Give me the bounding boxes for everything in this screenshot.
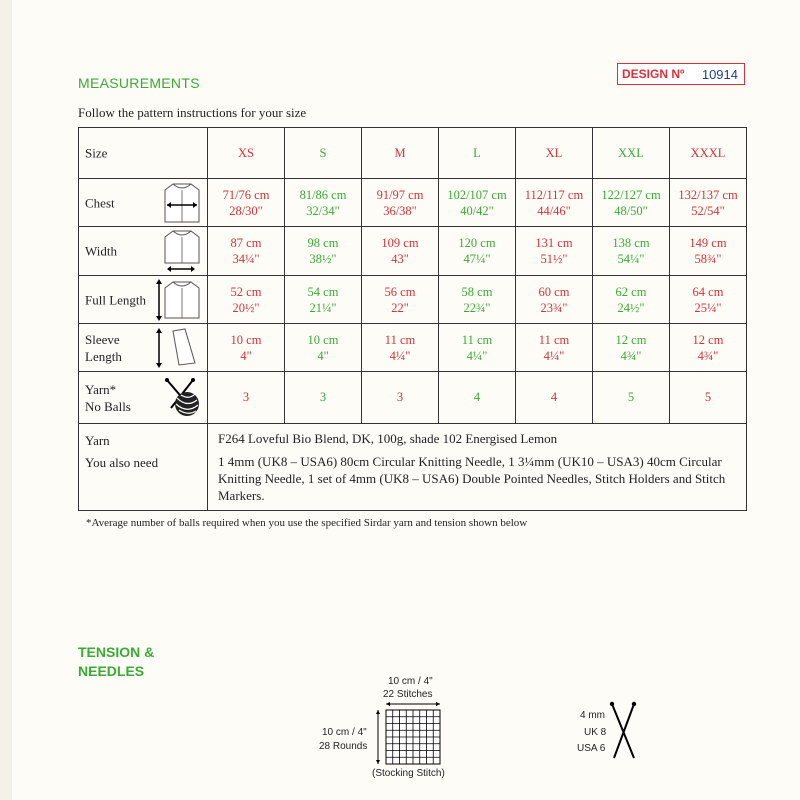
yarn-label: Yarn <box>85 433 110 448</box>
width-m: 109 cm 43" <box>362 227 439 276</box>
stitch-type: (Stocking Stitch) <box>372 768 445 779</box>
balls-xxl: 5 <box>593 372 670 424</box>
width-l: 120 cm 47¼" <box>439 227 516 276</box>
chest-label-cell <box>79 179 208 227</box>
chest-s: 81/86 cm 32/34" <box>285 179 362 227</box>
needles-description: 1 4mm (UK8 – USA6) 80cm Circular Knitting Needle, 1 3¼mm (UK10 – USA3) 40cm Circular Knitting Needle, 1 set of 4mm (UK8 – USA6) Double Pointed Needles, Stitch Holders and Stitch Markers. <box>218 454 726 503</box>
size-xl: XL <box>516 128 593 179</box>
full-length-xxl: 62 cm 24½" <box>593 276 670 324</box>
chest-xxxl: 132/137 cm 52/54" <box>670 179 747 227</box>
design-label: DESIGN Nº <box>622 67 685 81</box>
yarn-balls-label: Yarn* No Balls <box>85 381 131 414</box>
chest-xl: 112/117 cm 44/46" <box>516 179 593 227</box>
chest-xs: 71/76 cm 28/30" <box>208 179 285 227</box>
size-xxl: XXL <box>593 128 670 179</box>
sleeve-diagram-icon <box>155 327 203 369</box>
sleeve-length-label-cell <box>79 324 208 372</box>
chest-m: 91/97 cm 36/38" <box>362 179 439 227</box>
width-xxl: 138 cm 54¼" <box>593 227 670 276</box>
full-length-diagram-icon <box>155 278 203 322</box>
full-length-row <box>79 276 747 324</box>
footnote: *Average number of balls required when you use the specified Sirdar yarn and tension shown below <box>86 517 528 529</box>
balls-xxxl: 5 <box>670 372 747 424</box>
design-number-box <box>617 63 745 85</box>
balls-s: 3 <box>285 372 362 424</box>
balls-l: 4 <box>439 372 516 424</box>
size-label: Size <box>85 145 108 161</box>
tension-width-label: 10 cm / 4" <box>388 676 433 687</box>
width-diagram-icon <box>161 229 203 273</box>
design-number: 10914 <box>701 66 738 82</box>
intro-text: Follow the pattern instructions for your size <box>78 105 307 120</box>
sleeve-length-label: Sleeve Length <box>85 331 122 364</box>
yarn-details-cell <box>208 424 747 511</box>
width-xl: 131 cm 51½" <box>516 227 593 276</box>
tension-heading: TENSION & NEEDLES <box>78 644 155 679</box>
width-s: 98 cm 38½" <box>285 227 362 276</box>
yarn-row <box>79 424 747 511</box>
tension-height-label: 10 cm / 4" <box>322 727 367 738</box>
size-row <box>79 128 747 179</box>
tension-rounds: 28 Rounds <box>319 741 368 752</box>
yarn-label-cell <box>79 424 208 511</box>
width-label: Width <box>85 243 117 259</box>
tension-grid-icon <box>370 700 452 770</box>
full-length-label: Full Length <box>85 292 147 307</box>
needles-icon <box>608 700 640 762</box>
tension-stitches: 22 Stitches <box>383 689 433 700</box>
size-l: L <box>439 128 516 179</box>
chest-label: Chest <box>85 195 115 210</box>
width-row <box>79 227 747 276</box>
yarn-description: F264 Loveful Bio Blend, DK, 100g, shade 102 Energised Lemon <box>218 431 558 446</box>
width-xxxl: 149 cm 58¾" <box>670 227 747 276</box>
sleeve-length-row <box>79 324 747 372</box>
full-length-xxxl: 64 cm 25¼" <box>670 276 747 324</box>
measurements-heading: MEASUREMENTS <box>78 75 200 91</box>
size-xs: XS <box>208 128 285 179</box>
full-length-m: 56 cm 22" <box>362 276 439 324</box>
size-m: M <box>362 128 439 179</box>
you-also-need-label: You also need <box>85 455 159 470</box>
full-length-s: 54 cm 21¼" <box>285 276 362 324</box>
sleeve-xs: 10 cm 4" <box>208 324 285 372</box>
page-edge <box>0 0 12 800</box>
sleeve-xxl: 12 cm 4¾" <box>593 324 670 372</box>
chest-diagram-icon <box>161 182 203 224</box>
needle-size-usa: USA 6 <box>577 743 606 754</box>
yarn-balls-label-cell <box>79 372 208 424</box>
size-s: S <box>285 128 362 179</box>
width-xs: 87 cm 34¼" <box>208 227 285 276</box>
full-length-label-cell <box>79 276 208 324</box>
size-label-cell <box>79 128 208 179</box>
sleeve-l: 11 cm 4¼" <box>439 324 516 372</box>
sleeve-xxxl: 12 cm 4¾" <box>670 324 747 372</box>
yarn-ball-icon <box>163 378 203 418</box>
size-xxxl: XXXL <box>670 128 747 179</box>
full-length-l: 58 cm 22¾" <box>439 276 516 324</box>
needle-size-uk: UK 8 <box>584 727 607 738</box>
full-length-xs: 52 cm 20½" <box>208 276 285 324</box>
balls-xl: 4 <box>516 372 593 424</box>
chest-l: 102/107 cm 40/42" <box>439 179 516 227</box>
balls-xs: 3 <box>208 372 285 424</box>
chest-row <box>79 179 747 227</box>
sleeve-m: 11 cm 4¼" <box>362 324 439 372</box>
sleeve-s: 10 cm 4" <box>285 324 362 372</box>
full-length-xl: 60 cm 23¾" <box>516 276 593 324</box>
width-label-cell <box>79 227 208 276</box>
needle-size-mm: 4 mm <box>580 710 605 721</box>
measurements-table <box>78 127 747 511</box>
balls-m: 3 <box>362 372 439 424</box>
chest-xxl: 122/127 cm 48/50" <box>593 179 670 227</box>
sleeve-xl: 11 cm 4¼" <box>516 324 593 372</box>
yarn-balls-row <box>79 372 747 424</box>
